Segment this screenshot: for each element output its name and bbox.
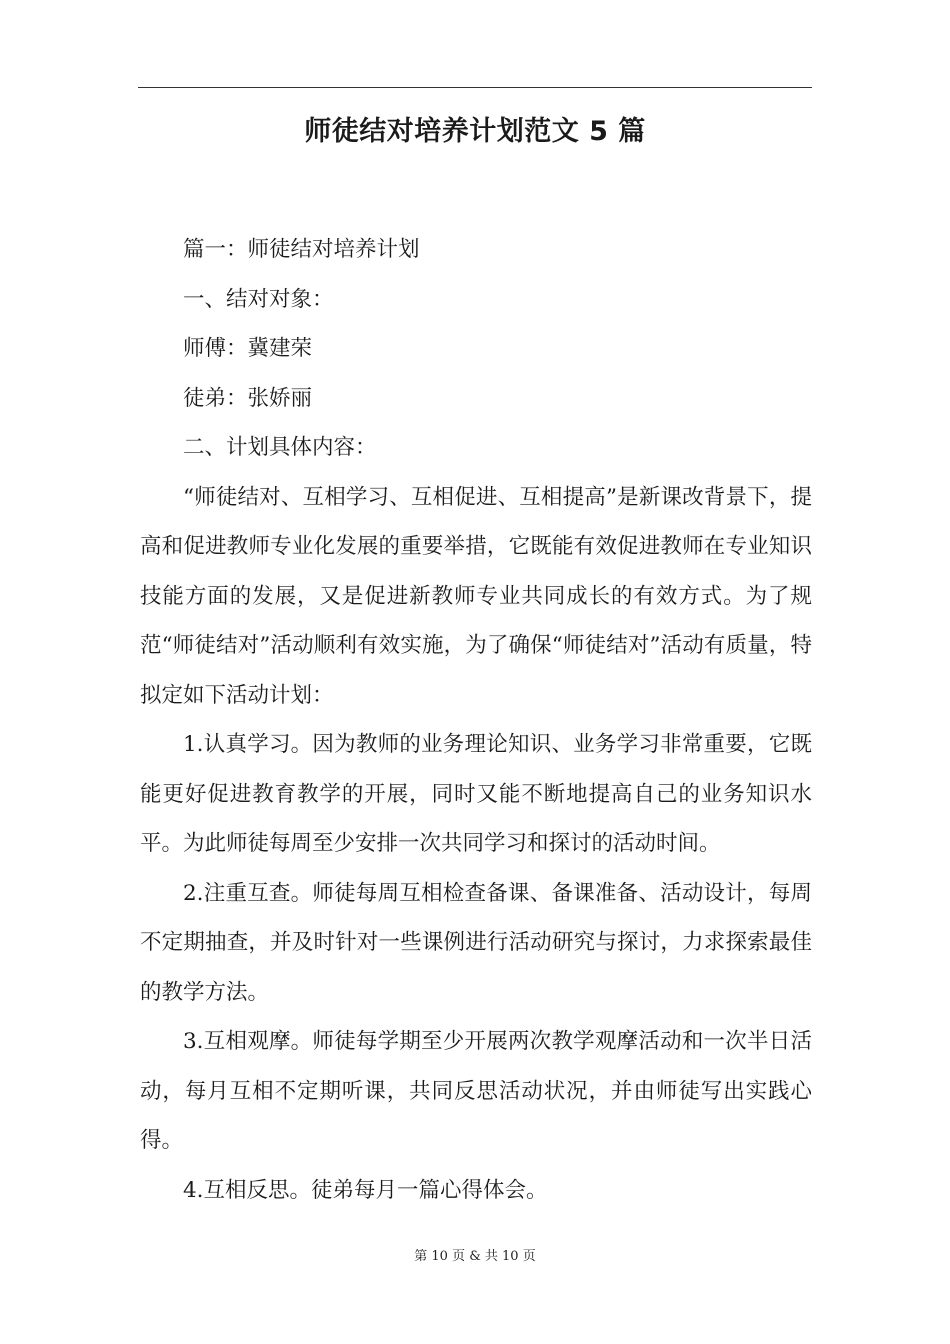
apprentice-line: 徒弟：张娇丽 [183, 385, 313, 411]
document-body [140, 225, 812, 1215]
body-paragraph: 3.互相观摩。师徒每学期至少开展两次教学观摩活动和一次半日活动，每月互相不定期听课，共同反思活动状况，并由师徒写出实践心得。 [140, 1029, 812, 1153]
page-footer: 第 10 页 & 共 10 页 [414, 1249, 536, 1264]
subsection-heading: 二、计划具体内容： [183, 435, 377, 460]
body-paragraph: 1.认真学习。因为教师的业务理论知识、业务学习非常重要，它既能更好促进教育教学的开展，同时又能不断地提高自己的业务知识水平。为此师徒每周至少安排一次共同学习和探讨的活动时间。 [140, 732, 812, 856]
body-paragraph: 4.互相反思。徒弟每月一篇心得体会。 [183, 1177, 548, 1203]
body-paragraph: 2.注重互查。师徒每周互相检查备课、备课准备、活动设计，每周不定期抽查，并及时针对一些课例进行活动研究与探讨，力求探索最佳的教学方法。 [140, 880, 812, 1005]
subsection-heading: 一、结对对象： [183, 286, 334, 312]
document-title: 师徒结对培养计划范文 5 篇 [304, 116, 646, 147]
section-heading: 篇一：师徒结对培养计划 [183, 237, 420, 262]
body-paragraph: “师徒结对、互相学习、互相促进、互相提高”是新课改背景下，提高和促进教师专业化发展的重要举措，它既能有效促进教师在专业知识技能方面的发展，又是促进新教师专业共同成长的有效方式。为了规范“师徒结对”活动顺利有效实施，为了确保“师徒结对”活动有质量，特拟定如下活动计划： [140, 484, 812, 708]
mentor-line: 师傅：冀建荣 [183, 336, 313, 361]
header-rule [138, 87, 812, 88]
